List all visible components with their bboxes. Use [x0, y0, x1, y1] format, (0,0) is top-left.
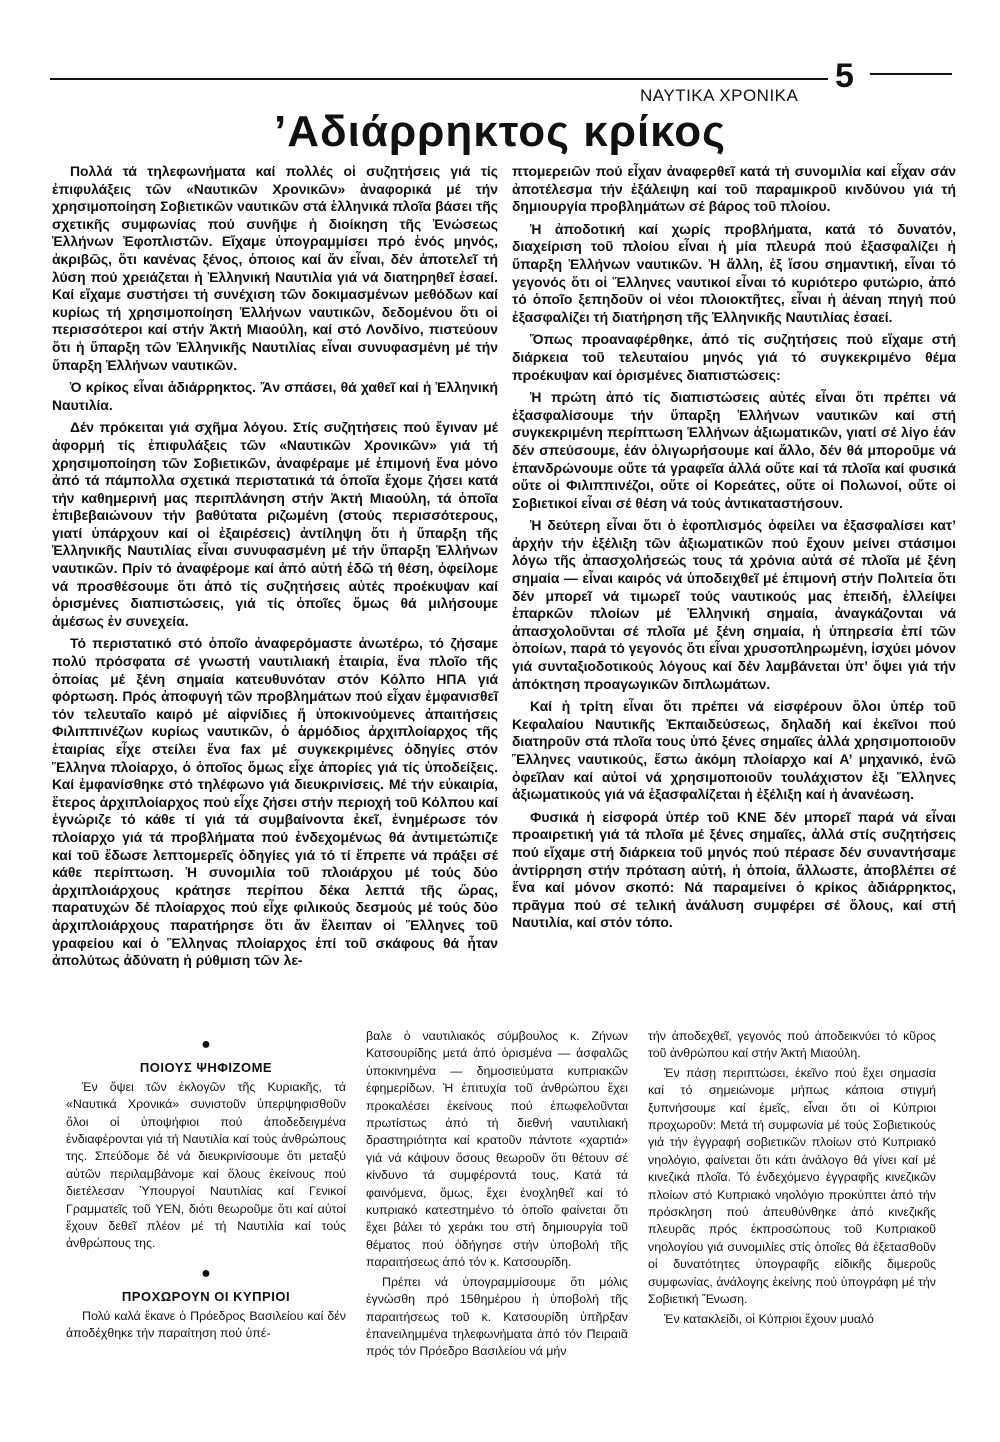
article-paragraph: Δέν πρόκειται γιά σχῆμα λόγου. Στίς συζητήσεις πού ἔγιναν μέ ἀφορμή τίς ἐπιφυλάξεις τῶν «Ναυτικῶν Χρονικῶν» γιά τή χρησιμοποίηση τῶν Σοβιετικῶν, ἀναφέραμε μέ ἐπιμονή ἕνα μόνο ἀπό τά πάμπολλα σχετικά περιστατικά τά ὁποῖα ἔχομε ζήσει κατά τήν καθημερινή μας περιπλάνηση στήν Ἀκτή Μιαούλη, τά ὁποῖα ἐπιβεβαιώνουν τήν βαθύτατα ριζωμένη (στούς περισσότερους, γιατί ὑπάρχουν καί οἱ ἐξαιρέσεις) ἀντίληψη ὅτι ἡ ὕπαρξη τῆς Ἑλληνικῆς Ναυτιλίας εἶναι συνυφασμένη μέ τήν ὕπαρξη Ἑλλήνων ναυτικῶν. Πρίν τό ἀναφέρομε καί ἀπό αὐτή ἐδῶ τή θέση, ὀφείλομε νά προσθέσουμε ὅτι ἀπό τίς συζητήσεις αὐτές προέκυψαν καί ὁρισμένες διαπιστώσεις, γιά τίς ὁποῖες ὅμως θά μιλήσουμε ἀμέσως ἐν συνεχεία. [52, 419, 498, 629]
bottom-left-column [66, 1028, 346, 1345]
section-title: ΠΟΙΟΥΣ ΨΗΦΙΖΟΜΕ [139, 1060, 273, 1076]
article-paragraph: Ἡ πρώτη ἀπό τίς διαπιστώσεις αὐτές εἶναι ὅτι πρέπει νά ἐξασφαλίσουμε τήν ὕπαρξη Ἑλλήνων ναυτικῶν καί στή συγκεκριμένη περίπτωση Ἑλλήνων ἀξιωματικῶν, γιατί σέ λίγο ἐάν δέν σπεύσουμε, ἐάν ὀλιγωρήσουμε καί ἄλλο, δέν θά μποροῦμε νά ἐπανδρώνουμε οὔτε τά γραφεῖα ἀλλά οὔτε καί τά πλοῖα καί φυσικά οὔτε οἱ Φιλιππινέζοι, οὔτε οἱ Κορεάτες, οὔτε οἱ Πολωνοί, οὔτε οἱ Σοβιετικοί εἶναι σέ θέση νά τούς ἀντικαταστήσουν. [512, 389, 956, 511]
bottom-middle-column [366, 1028, 628, 1363]
bullet-icon: ● [201, 1264, 211, 1282]
header-rule-right [870, 73, 952, 75]
bottom-right-column [648, 1028, 936, 1330]
article-paragraph: Καί ἡ τρίτη εἶναι ὅτι πρέπει νά εἰσφέρουν ὅλοι ὑπέρ τοῦ Κεφαλαίου Ναυτικῆς Ἐκπαιδεύσεως, δηλαδή καί ἐκεῖνοι πού διατηροῦν στά πλοῖα τους ὑπό ξένες σημαῖες ἀλλά χρησιμοποιοῦν Ἕλληνες ναυτικούς, ἔστω ἀκόμη πλοίαρχο καί Α’ μηχανικό, ἐνῶ ὀφεῖλαν καί αὐτοί νά χρησιμοποιοῦν τουλάχιστον ἐξι Ἕλληνες ἀξιωματικούς γιά νά ἐξασφαλίζεται ἡ ἐξέλιξη καί ἡ ἀνανέωση. [512, 698, 956, 803]
section-text: βαλε ὁ ναυτιλιακός σύμβουλος κ. Ζήνων Κατσουρίδης μετά ἀπό ὁρισμένα — ἀσφαλῶς ὑποκινημένα — δημοσιεύματα κυπριακῶν ἐφημερίδων. Ἡ ἐπιτυχία τοῦ ἀνθρώπου ἔχει προκαλέσει ἐκείνους πού ἐπωφελοῦνται πρωτίστως ἀπό τή διεθνή ναυτιλιακή δραστηριότητα καί κρατοῦν πάντοτε «χαρτιά» γιά νά κάψουν ὅσους θεωροῦν ὅτι θέτουν σέ κίνδυνο τά συμφέροντά τους. Κατά τά φαινόμενα, ὅμως, ἔχει ἐνοχληθεῖ καί τό κυπριακό κατεστημένο τό ὁποῖο φαίνεται ὅτι ἔχει βάλει τό χεράκι του στή δημιουργία τοῦ θέματος πού ὁδήγησε στήν ὑποβολή τῆς παραιτήσεως ἀπό τόν κ. Κατσουρίδη. [366, 1029, 628, 1270]
article-paragraph: Ὁ κρίκος εἶναι ἀδιάρρηκτος. Ἄν σπάσει, θά χαθεῖ καί ἡ Ἑλληνική Ναυτιλία. [52, 379, 498, 413]
article-paragraph: Φυσικά ἡ εἰσφορά ὑπέρ τοῦ ΚΝΕ δέν μπορεῖ παρά νά εἶναι προαιρετική γιά τά πλοῖα μέ ξένες σημαῖες, ἀλλά στίς συζητήσεις πού εἴχαμε στή διάρκεια τοῦ μηνός πού πέρασε δέν συναντήσαμε ἀντίρρηση στήν πρόταση αὐτή, ἡ ὁποία, ἄλλωστε, ἀποβλέπει σέ ἕνα καί μόνον σκοπό: Νά παραμείνει ὁ κρίκος ἀδιάρρηκτος, πρᾶγμα πού σέ τελική ἀνάλυση συμφέρει σέ ὅλους, καί στή Ναυτιλία, καί στόν τόπο. [512, 808, 956, 931]
article-paragraph: Ἡ δεύτερη εἶναι ὅτι ὁ ἐφοπλισμός ὀφείλει να ἐξασφαλίσει κατ’ ἀρχήν τήν ἐξέλιξη τῶν ἀξιωματικῶν πού ἔχουν μείνει στάσιμοι λόγω τῆς ἀπασχολήσεώς τους τά χρόνια αὐτά σέ πλοῖα μέ ξένη σημαία — εἶναι καιρός νά ὑποδειχθεῖ μέ ἐπιμονή στήν Πολιτεία ὅτι δέν μπορεῖ νά τιμωρεῖ τούς ναυτικούς μας ἐπειδή, ἐλλείψει ἐπαρκῶν πλοίων μέ Ἑλληνική σημαία, ἀναγκάζονται νά ἀπασχολοῦνται σέ πλοῖα μέ ξένη σημαία, ἡ ὑπηρεσία ἐπί τῶν ὁποίων, παρά τό γεγονός ὅτι εἶναι χρυσοπληρωμένη, ἰσχύει μόνον γιά συνταξιοδοτικούς λόγους καί δέν λαμβάνεται ὑπ’ ὄψει γιά τήν ἀπόκτηση προαγωγικῶν διπλωμάτων. [512, 517, 956, 692]
section-title: ΠΡΟΧΩΡΟΥΝ ΟΙ ΚΥΠΡΙΟΙ [121, 1289, 291, 1305]
section-text: Ἐν ὄψει τῶν ἐκλογῶν τῆς Κυριακῆς, τά «Ναυτικά Χρονικά» συνιστοῦν ὑπερψηφισθοῦν ὅλοι οἱ ὑποψήφιοι πού ἀποδεδειγμένα ἐνδιαφέρονται γιά τή Ναυτιλία καί τούς ἀνθρώπους της. Σπεύδομε δέ νά διευκρινίσουμε ὅτι μεταξύ αὐτῶν περιλαμβάνομε καί ὅλους ἐκείνους πού διετέλεσαν Ὑπουργοί Ναυτιλίας καί Γενικοί Γραμματεῖς τοῦ ΥΕΝ, διότι θεωροῦμε ὅτι καί αὐτοί ἔχουν δεθεῖ πλέον μέ τή Ναυτιλία καί τούς ἀνθρώπους της. [66, 1079, 346, 1251]
section-text: τήν ἀποδεχθεῖ, γεγονός πού ἀποδεικνύει τό κῦρος τοῦ ἀνθρώπου καί στήν Ἀκτή Μιαούλη. [648, 1029, 936, 1061]
header-rule-left [50, 78, 828, 80]
section-text: Ἐν πάσῃ περιπτώσει, ἐκεῖνο πού ἔχει σημασία καί τό σημειώνομε μήπως κάποια στιγμή ξυπνήσουμε καί ἐμεῖς, εἶναι ὅτι οἱ Κύπριοι προχωροῦν: Μετά τή συμφωνία μέ τούς Σοβιετικούς γιά τήν ἐγγραφή σοβιετικῶν πλοίων στό Κυπριακό νηολόγιο, φαίνεται ὅτι κάτι ἀνάλογο θά γίνει καί μέ κινεζικά πλοῖα. Τό ἐνδεχόμενο ἐγγραφῆς κινεζικῶν πλοίων στό Κυπριακό νηολόγιο προκύπτει ἀπό τήν πρόσκληση πού ἀπευθύνθηκε ἀπό κινεζικῆς πλευρᾶς πρός ἐκπροσώπους τοῦ Κυπριακοῦ νηολογίου γιά συνομιλίες στίς ὁποῖες θά ἐξετασθοῦν οἱ δυνατότητες ὑπογραφῆς εἰδικῆς διμεροῦς συμφωνίας, ἀνάλογης ἐκείνης πού ὑπογράφη μέ τήν Σοβιετική Ἕνωση. [648, 1065, 936, 1307]
article-paragraph: πτομερειῶν πού εἶχαν ἀναφερθεῖ κατά τή συνομιλία καί εἶχαν σάν ἀποτέλεσμα τήν ἐξάλειψη καί τοῦ παραμικροῦ κινδύνου γιά τή δημιουργία προβλημάτων σέ βάρος τοῦ πλοίου. [512, 163, 956, 215]
article-paragraph: Ἡ ἀποδοτική καί χωρίς προβλήματα, κατά τό δυνατόν, διαχείριση τοῦ πλοίου εἶναι ἡ μία πλευρά πού ἐξασφαλίζει ἡ ὕπαρξη Ἑλλήνων ναυτικῶν. Ἡ ἄλλη, ἐξ ἴσου σημαντική, εἶναι τό γεγονός ὅτι οἱ Ἕλληνες ναυτικοί εἶναι τό κυριότερο φυτώριο, ἀπό τό ὁποῖο ξεπηδοῦν οἱ νέοι πλοιοκτῆτες, εἶναι ἡ ἀέναη πηγή πού ἐξασφαλίζει τή διατήρηση τῆς Ἑλληνικῆς Ναυτιλίας ἐσαεί. [512, 220, 956, 325]
article-right-column [512, 163, 956, 937]
page-number: 5 [835, 57, 854, 95]
article-title: ’Αδιάρρηκτος κρίκος [273, 107, 727, 156]
article-paragraph: Πολλά τά τηλεφωνήματα καί πολλές οἱ συζητήσεις γιά τίς ἐπιφυλάξεις τῶν «Ναυτικῶν Χρονικῶν» ἀναφορικά μέ τήν χρησιμοποίηση Σοβιετικῶν ναυτικῶν στά ἑλληνικά πλοῖα βάσει τῆς σχετικῆς συμφωνίας πού συνῆψε ἡ διοίκηση τῆς Ἑνώσεως Ἑλλήνων Ἐφοπλιστῶν. Εἴχαμε ὑπογραμμίσει πρό ἑνός μηνός, ἀκριβῶς, ὅτι κανένας ξένος, ὁποιος καί ἄν εἶναι, δέν ἀποτελεῖ τή λύση πού χρειάζεται ἡ Ἑλληνική Ναυτιλία γιά νά διατηρηθεῖ ἐσαεί. Καί εἴχαμε συστήσει τή συνέχιση τῶν δοκιμασμένων μεθόδων καί κυρίως τή χρησιμοποίηση Ἑλλήνων ναυτικῶν, δεδομένου ὅτι οἱ περισσότεροι καί στήν Ἀκτή Μιαούλη, καί στό Λονδίνο, πιστεύουν ὅτι ἡ ὕπαρξη τῶν Ἑλληνικῆς Ναυτιλίας εἶναι συνυφασμένη μέ τήν ὕπαρξη Ἑλλήνων ναυτικῶν. [52, 163, 498, 373]
section-text: Ἐν κατακλείδι, οἱ Κύπριοι ἔχουν μυαλό [664, 1311, 874, 1326]
article-paragraph: Τό περιστατικό στό ὁποῖο ἀναφερόμαστε ἀνωτέρω, τό ζήσαμε πολύ πρόσφατα σέ γνωστή ναυτιλιακή ἑταιρία, ἕνα πλοῖο τῆς ὁποίας μέ ξένη σημαία κατευθυνόταν στόν Κόλπο ΗΠΑ γιά φόρτωση. Πρός ἀποφυγή τῶν προβλημάτων πού εἶχαν ἐμφανισθεῖ τόν τελευταῖο καιρό μέ αἰφνίδιες ἤ ὑποκινούμενες ἀπαιτήσεις Φιλιππινέζων κυρίως ναυτικῶν, ὁ ἁρμόδιος ἀρχιπλοίαρχος τῆς ἑταιρίας εἶχε στείλει ἕνα fax μέ συγκεκριμένες ὁδηγίες στόν Ἕλληνα πλοίαρχο, ὁ ὁποῖος ὅμως εἶχε ἀπορίες γιά τίς ὑποδείξεις. Καί ἐμφανίσθηκε στό τηλέφωνο γιά διευκρινίσεις. Μέ τήν εὐκαιρία, ἕτερος ἀρχιπλοίαρχος πού εἶχε ζήσει στήν περιοχή τοῦ Κόλπου καί ἐγνώριζε τό κάθε τί γιά τά συμβαίνοντα ἐκεῖ, ἐνημέρωσε τόν πλοίαρχο γιά τά προβλήματα πού ἐνδεχομένως θά ἀντιμετώπιζε καί τοῦ ἔδωσε λεπτομερεῖς ὁδηγίες γιά τό τί ἔπρεπε νά πράξει σέ κάθε περίπτωση. Ἡ συνομιλία τοῦ πλοιάρχου μέ τούς δύο ἀρχιπλοιάρχους κράτησε περίπου δέκα λεπτά τῆς ὥρας, παρατυχών δέ πλοίαρχος πού εἶχε φιλικούς δεσμούς μέ τούς δύο ἀρχιπλοιάρχους παρατήρησε ὅτι ἄν ἔλειπαν οἱ Ἕλληνες τοῦ γραφείου καί ὁ Ἕλληνας πλοίαρχος ἐπί τοῦ σκάφους θά ἦταν ἀπολύτως ἀδύνατη ἡ ρύθμιση τῶν λε- [52, 635, 498, 969]
publication-name: ΝΑΥΤΙΚΑ ΧΡΟΝΙΚΑ [640, 86, 799, 105]
article-paragraph: Ὅπως προαναφέρθηκε, ἀπό τίς συζητήσεις πού εἴχαμε στή διάρκεια τοῦ τελευταίου μηνός γιά τό συγκεκριμένο θέμα προέκυψαν καί ὁρισμένες διαπιστώσεις: [512, 331, 956, 383]
section-text: Πρέπει νά ὑπογραμμίσουμε ὅτι μόλις ἐγνώσθη πρό 15θημέρου ἡ ὑποβολή τῆς παραιτήσεως τοῦ κ. Κατσουρίδη ὑπῆρξαν ἐπανειλημμένα τηλεφωνήματα ἀπό τόν Πειραιᾶ πρός τόν Πρόεδρο Βασιλείου νά μήν [366, 1274, 628, 1359]
section-text: Πολύ καλά ἔκανε ὁ Πρόεδρος Βασιλείου καί δέν ἀποδέχθηκε τήν παραίτηση πού ὑπέ- [66, 1308, 346, 1341]
article-left-column [52, 163, 498, 975]
bullet-icon: ● [201, 1036, 211, 1053]
